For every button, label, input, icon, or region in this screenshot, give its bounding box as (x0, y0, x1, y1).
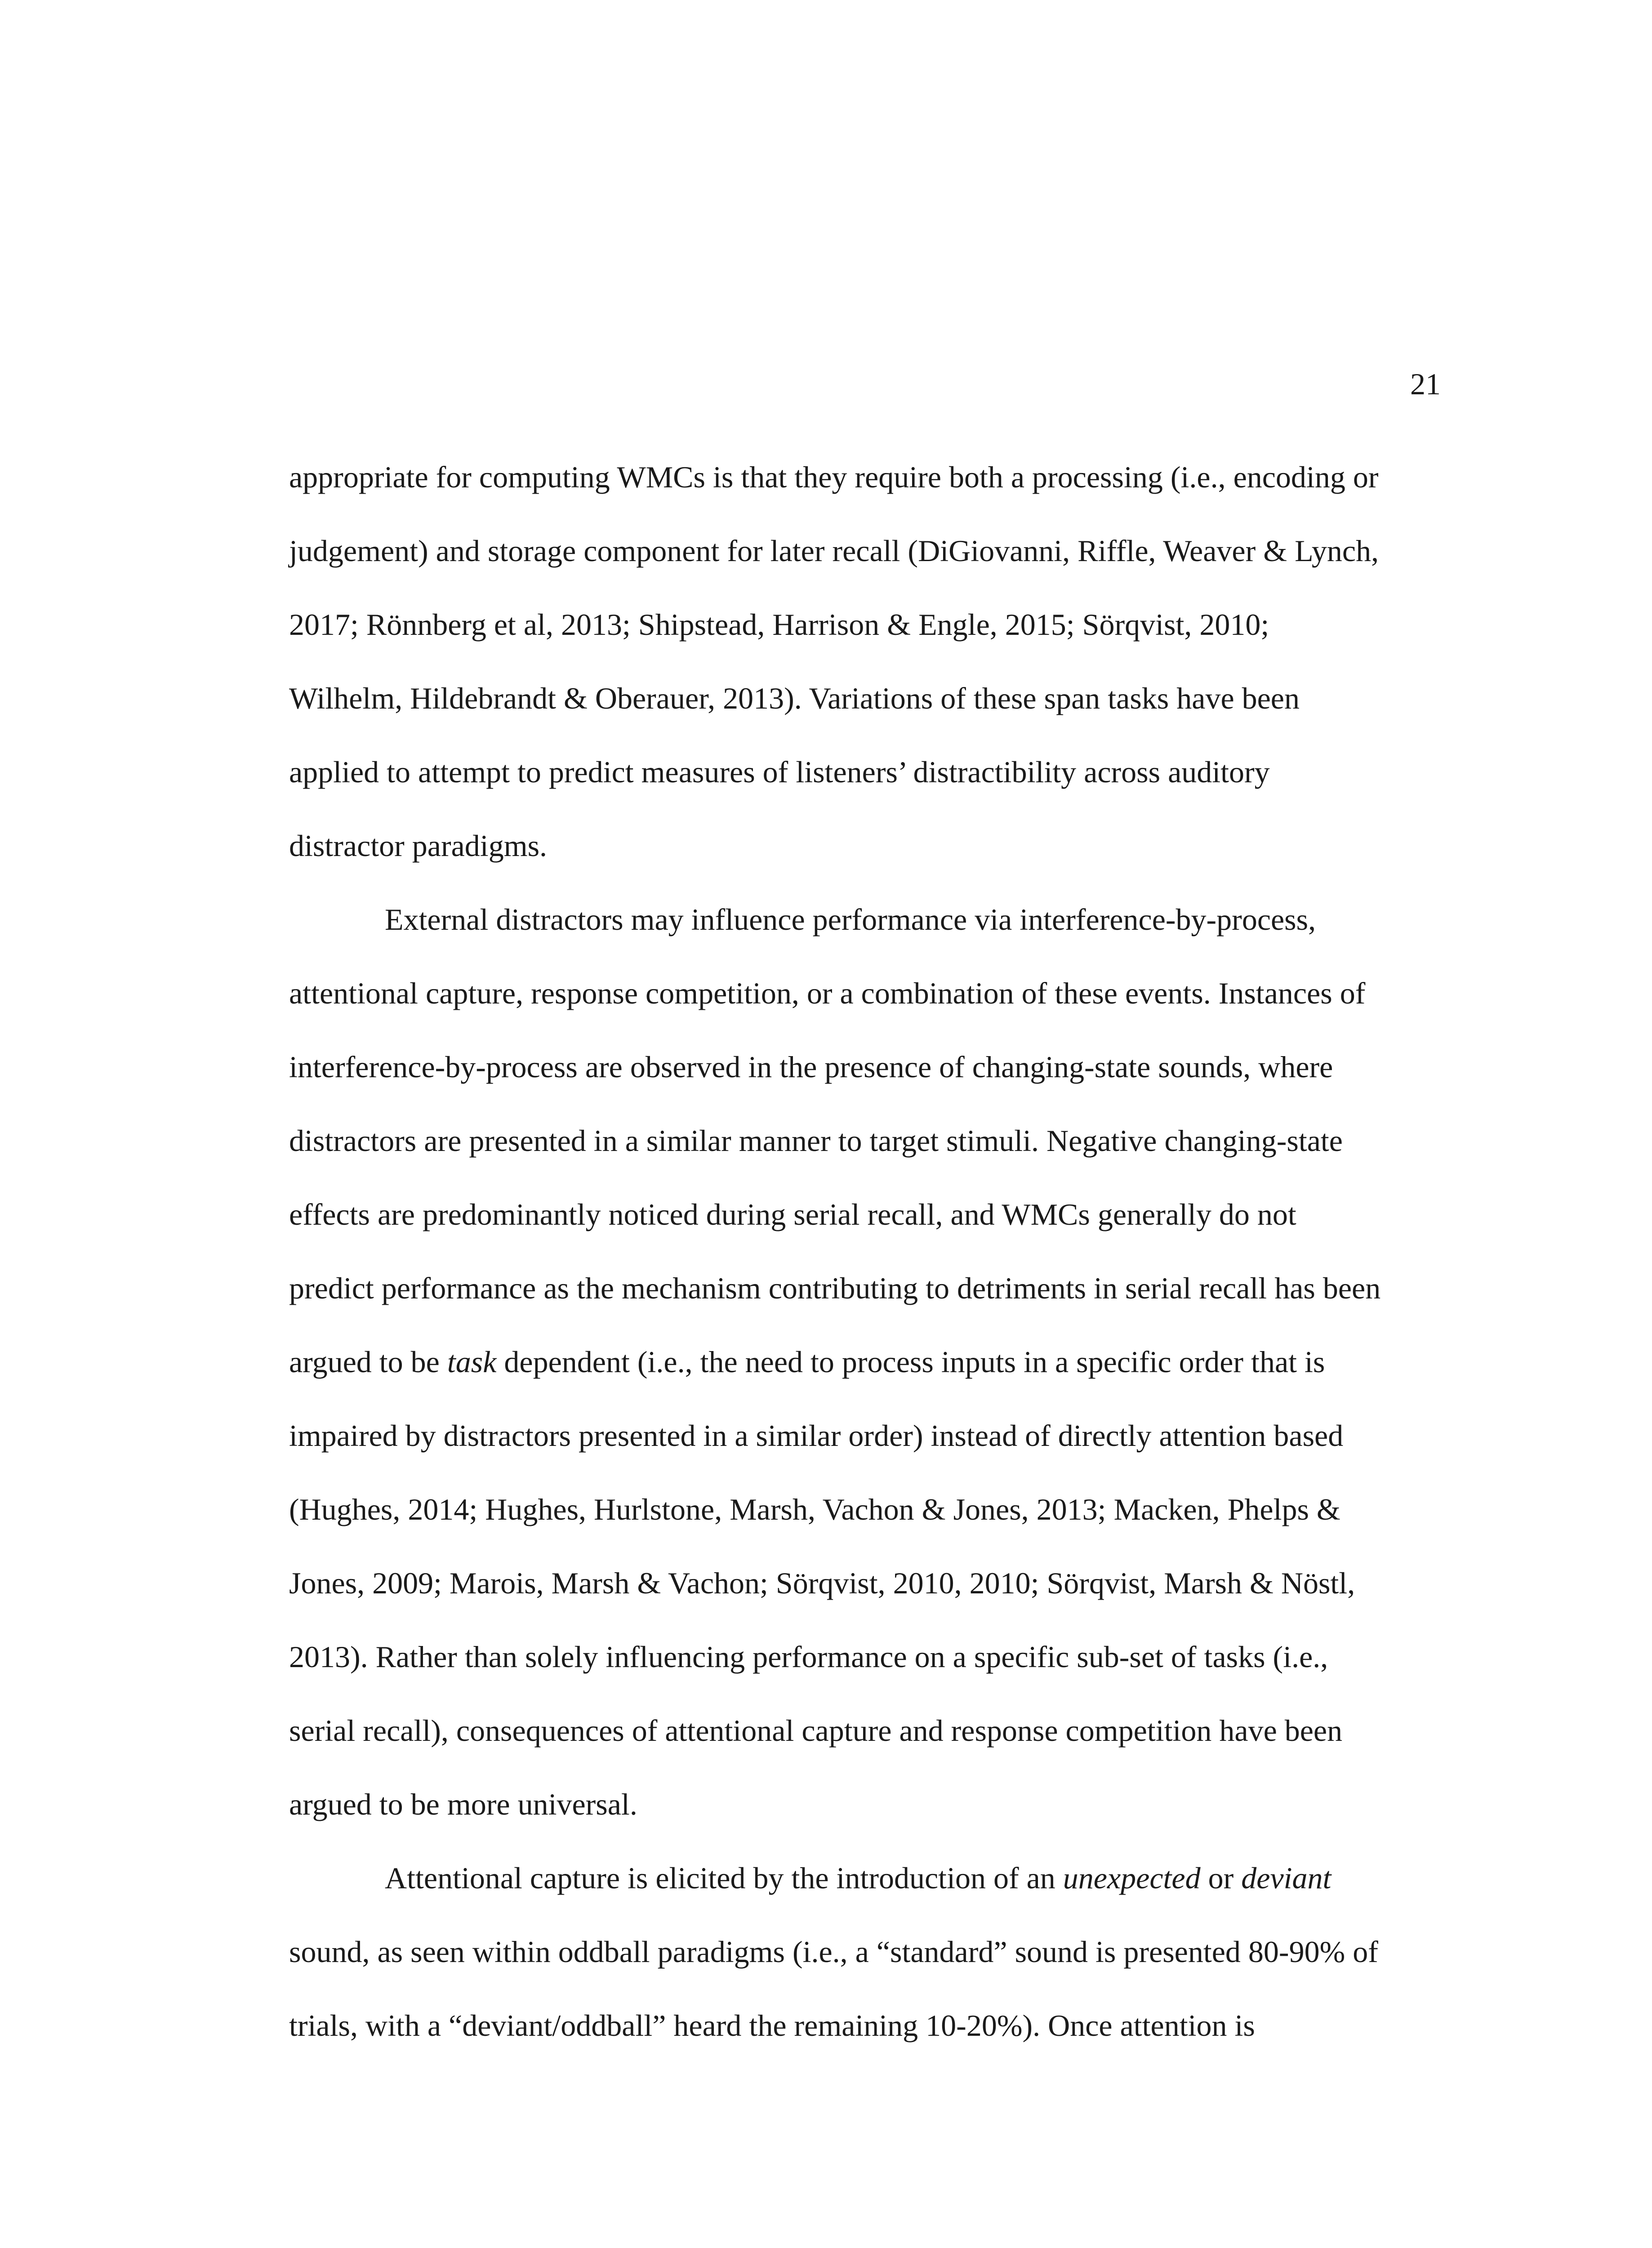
text-line (289, 1767, 1440, 1841)
text-segment: Attentional capture is elicited by the introduction of an (385, 1861, 1063, 1895)
text-segment: or (1200, 1861, 1242, 1895)
text-line (289, 1841, 1440, 1915)
text-line (289, 1694, 1440, 1767)
text-line (289, 1399, 1440, 1472)
text-line (289, 883, 1440, 956)
text-segment: interference-by-process are observed in the presence of changing-state sounds, where (289, 1050, 1333, 1084)
page-number: 21 (1410, 367, 1441, 401)
text-line (289, 514, 1440, 588)
text-line (289, 588, 1440, 661)
text-segment: (Hughes, 2014; Hughes, Hurlstone, Marsh, Vachon & Jones, 2013; Macken, Phelps & (289, 1492, 1340, 1526)
text-segment: distractor paradigms. (289, 829, 548, 863)
text-segment: serial recall), consequences of attentional capture and response competition have been (289, 1713, 1343, 1748)
text-line (289, 1104, 1440, 1178)
text-segment: External distractors may influence performance via interference-by-process, (385, 902, 1316, 937)
text-line (289, 1325, 1440, 1399)
text-segment: argued to be (289, 1345, 447, 1379)
text-segment: dependent (i.e., the need to process inputs in a specific order that is (496, 1345, 1325, 1379)
text-segment: judgement) and storage component for later recall (DiGiovanni, Riffle, Weaver & Lynch, (289, 534, 1379, 568)
text-segment: impaired by distractors presented in a similar order) instead of directly attention based (289, 1418, 1344, 1453)
text-segment: distractors are presented in a similar manner to target stimuli. Negative changing-state (289, 1124, 1343, 1158)
text-line (289, 1989, 1440, 2062)
text-line (289, 440, 1440, 514)
text-line (289, 1178, 1440, 1251)
text-line (289, 956, 1440, 1030)
text-segment: 2017; Rönnberg et al, 2013; Shipstead, Harrison & Engle, 2015; Sörqvist, 2010; (289, 607, 1269, 642)
italic-text: task (447, 1345, 497, 1379)
text-segment: attentional capture, response competition, or a combination of these events. Instances of (289, 976, 1366, 1010)
text-segment: appropriate for computing WMCs is that they require both a processing (i.e., encoding or (289, 460, 1379, 494)
paragraph (289, 883, 1440, 1841)
text-segment: effects are predominantly noticed during serial recall, and WMCs generally do not (289, 1197, 1296, 1231)
text-line (289, 1472, 1440, 1546)
text-segment: predict performance as the mechanism contributing to detriments in serial recall has been (289, 1271, 1381, 1305)
italic-text: unexpected (1063, 1861, 1201, 1895)
text-segment: applied to attempt to predict measures of listeners’ distractibility across auditory (289, 755, 1270, 789)
paragraph (289, 440, 1440, 883)
text-segment: trials, with a “deviant/oddball” heard the remaining 10-20%). Once attention is (289, 2008, 1255, 2043)
text-line (289, 1620, 1440, 1694)
text-line (289, 735, 1440, 809)
text-segment: Jones, 2009; Marois, Marsh & Vachon; Sörqvist, 2010, 2010; Sörqvist, Marsh & Nöstl, (289, 1566, 1355, 1600)
text-line (289, 809, 1440, 883)
body-text (289, 440, 1440, 2062)
text-segment: argued to be more universal. (289, 1787, 637, 1821)
text-line (289, 1251, 1440, 1325)
text-line (289, 1546, 1440, 1620)
text-segment: 2013). Rather than solely influencing performance on a specific sub-set of tasks (i.e., (289, 1640, 1328, 1674)
text-line (289, 661, 1440, 735)
text-segment: Wilhelm, Hildebrandt & Oberauer, 2013). Variations of these span tasks have been (289, 681, 1300, 715)
italic-text: deviant (1241, 1861, 1331, 1895)
text-line (289, 1915, 1440, 1989)
text-line (289, 1030, 1440, 1104)
paragraph (289, 1841, 1440, 2062)
text-segment: sound, as seen within oddball paradigms (i.e., a “standard” sound is presented 80-90% of (289, 1935, 1378, 1969)
